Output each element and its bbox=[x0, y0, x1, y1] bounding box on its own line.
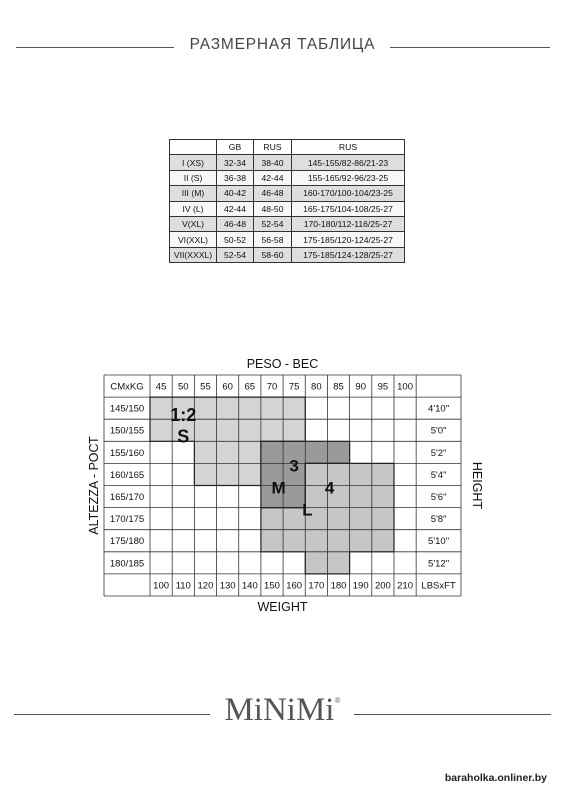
lbs-tick-label: 190 bbox=[352, 580, 369, 592]
size-table-cell: 58-60 bbox=[254, 247, 292, 262]
page-title: РАЗМЕРНАЯ ТАБЛИЦА bbox=[189, 36, 376, 53]
lbs-tick-label: 170 bbox=[308, 580, 325, 592]
cm-tick-label: 180/185 bbox=[109, 558, 145, 570]
size-table-cell: 46-48 bbox=[217, 216, 254, 231]
size-table-cell: 36-38 bbox=[217, 170, 254, 185]
kg-tick-label: 95 bbox=[377, 381, 389, 393]
cm-tick-label: 160/165 bbox=[109, 469, 145, 481]
kg-tick-label: 65 bbox=[244, 381, 256, 393]
size-table-cell: 48-50 bbox=[254, 201, 292, 216]
logo-rule-right bbox=[354, 714, 551, 715]
kg-tick-label: 90 bbox=[355, 381, 366, 393]
size-table-cell: VI(XXL) bbox=[170, 232, 217, 247]
ft-tick-label: 5'8" bbox=[430, 514, 447, 526]
size-table-cell: 175-185/120-124/25-27 bbox=[292, 232, 405, 247]
chart-title-bottom: WEIGHT bbox=[257, 600, 308, 614]
kg-tick-label: 100 bbox=[397, 381, 413, 393]
size-table-cell: 170-180/112-116/25-27 bbox=[292, 216, 405, 231]
size-table-cell: 38-40 bbox=[254, 155, 292, 170]
size-table-cell: 175-185/124-128/25-27 bbox=[292, 247, 405, 262]
size-table-cell: II (S) bbox=[170, 170, 217, 185]
chart-title-top: PESO - ВЕС bbox=[246, 357, 319, 371]
ft-tick-label: 5'12" bbox=[428, 558, 450, 570]
kg-tick-label: 70 bbox=[266, 381, 278, 393]
zone-s-letter: S bbox=[177, 426, 190, 447]
kg-tick-label: 55 bbox=[200, 381, 211, 393]
axis-title-right: HEIGHT bbox=[470, 461, 484, 510]
cm-tick-label: 175/180 bbox=[109, 536, 145, 548]
corner-label-lbsxft: LBSxFT bbox=[421, 580, 456, 592]
lbs-tick-label: 110 bbox=[175, 580, 191, 592]
kg-tick-label: 50 bbox=[177, 381, 189, 393]
cm-tick-label: 145/150 bbox=[109, 403, 145, 415]
size-table-cell: VII(XXXL) bbox=[170, 247, 217, 262]
corner-label-cmxkg: CMxKG bbox=[110, 381, 144, 393]
lbs-tick-label: 150 bbox=[264, 580, 280, 592]
cm-tick-label: 165/170 bbox=[109, 492, 145, 503]
size-table-cell: 40-42 bbox=[217, 186, 254, 201]
ft-tick-label: 5'10" bbox=[428, 536, 450, 548]
size-table-header-cell: RUS bbox=[254, 140, 292, 155]
kg-tick-label: 85 bbox=[333, 381, 344, 393]
size-table-header-cell: RUS bbox=[292, 140, 405, 155]
size-table-cell: 46-48 bbox=[254, 186, 292, 201]
size-table-cell: 145-155/82-86/21-23 bbox=[292, 155, 405, 170]
ft-tick-label: 5'2" bbox=[430, 447, 447, 459]
kg-tick-label: 45 bbox=[155, 381, 167, 393]
registered-mark: ® bbox=[334, 696, 341, 705]
cm-tick-label: 155/160 bbox=[109, 447, 145, 459]
lbs-tick-label: 160 bbox=[286, 580, 303, 592]
lbs-tick-label: 180 bbox=[330, 580, 347, 592]
zone-s-number: 1:2 bbox=[170, 405, 197, 426]
lbs-tick-label: 130 bbox=[219, 580, 236, 592]
kg-tick-label: 60 bbox=[222, 381, 233, 393]
brand-logo bbox=[0, 692, 565, 729]
brand-logo-text: MiNiMi bbox=[224, 692, 335, 728]
cm-tick-label: 170/175 bbox=[109, 514, 145, 526]
size-table-cell: 52-54 bbox=[217, 247, 254, 262]
size-table-cell: 42-44 bbox=[254, 170, 292, 185]
size-table-header-cell: GB bbox=[217, 140, 254, 155]
size-table-cell: III (M) bbox=[170, 186, 217, 201]
zone-l-letter: L bbox=[302, 500, 313, 520]
size-table-cell: 50-52 bbox=[217, 232, 254, 247]
size-table-cell: 165-175/104-108/25-27 bbox=[292, 201, 405, 216]
ft-tick-label: 4'10" bbox=[428, 403, 450, 415]
ft-tick-label: 5'6" bbox=[430, 492, 447, 503]
size-table-cell: 56-58 bbox=[254, 232, 292, 247]
size-table-cell: IV (L) bbox=[170, 201, 217, 216]
lbs-tick-label: 120 bbox=[197, 580, 214, 592]
cm-tick-label: 150/155 bbox=[109, 425, 145, 437]
size-table-cell: 160-170/100-104/23-25 bbox=[292, 186, 405, 201]
zone-l-number: 4 bbox=[324, 478, 335, 498]
size-table-cell: V(XL) bbox=[170, 216, 217, 231]
lbs-tick-label: 100 bbox=[153, 580, 170, 592]
lbs-tick-label: 210 bbox=[397, 580, 413, 592]
size-table-cell: 155-165/92-96/23-25 bbox=[292, 170, 405, 185]
size-table-cell: 32-34 bbox=[217, 155, 254, 170]
ft-tick-label: 5'0" bbox=[430, 425, 447, 437]
size-table-cell: 52-54 bbox=[254, 216, 292, 231]
kg-tick-label: 75 bbox=[288, 381, 300, 393]
lbs-tick-label: 200 bbox=[374, 580, 391, 592]
lbs-tick-label: 140 bbox=[241, 580, 258, 592]
zone-m-letter: M bbox=[271, 478, 286, 498]
size-table-cell: 42-44 bbox=[217, 201, 254, 216]
watermark: baraholka.onliner.by bbox=[444, 772, 547, 784]
size-table-cell: I (XS) bbox=[170, 155, 217, 170]
axis-title-left: ALTEZZA - РОСТ bbox=[87, 436, 101, 535]
ft-tick-label: 5'4" bbox=[430, 469, 447, 481]
kg-tick-label: 80 bbox=[311, 381, 322, 393]
zone-m-number: 3 bbox=[289, 456, 299, 476]
